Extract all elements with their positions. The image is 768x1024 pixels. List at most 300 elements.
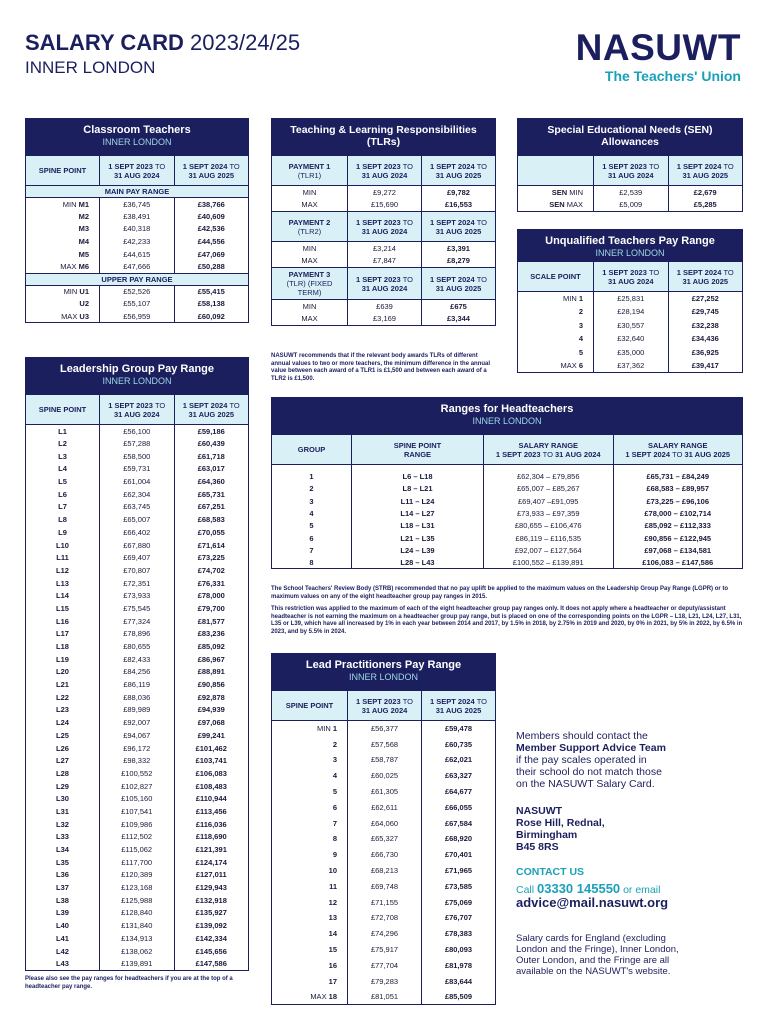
value-2023: £42,233 bbox=[100, 235, 175, 248]
point-code: 2 bbox=[332, 739, 337, 749]
point-code: M2 bbox=[78, 211, 89, 221]
value-2024: £58,138 bbox=[174, 298, 249, 311]
value-2024: £83,644 bbox=[422, 973, 496, 989]
value-2024: £124,174 bbox=[174, 856, 249, 869]
value-2023: £74,296 bbox=[348, 926, 422, 942]
point-code: 13 bbox=[328, 913, 337, 923]
value-2024: £71,614 bbox=[174, 539, 249, 552]
value-2024: £103,741 bbox=[174, 754, 249, 767]
table-row bbox=[26, 285, 249, 298]
table-row bbox=[26, 881, 249, 894]
table-row bbox=[272, 752, 496, 768]
table-row bbox=[26, 425, 249, 438]
unq-header bbox=[517, 229, 743, 261]
spine-point bbox=[272, 847, 348, 863]
main-pay-range-label: MAIN PAY RANGE bbox=[26, 186, 249, 198]
value-2023: £58,500 bbox=[100, 450, 175, 463]
value-2023: £37,362 bbox=[594, 359, 669, 373]
table-row bbox=[26, 653, 249, 666]
table-row bbox=[272, 878, 496, 894]
table-row bbox=[272, 926, 496, 942]
value-2023: £123,168 bbox=[100, 881, 175, 894]
table-row bbox=[26, 805, 249, 818]
footer-line: London and the Fringe), Inner London, bbox=[516, 944, 679, 955]
table-row bbox=[26, 615, 249, 628]
point-code: M6 bbox=[78, 262, 89, 272]
spine-point bbox=[272, 989, 348, 1005]
tlr-box bbox=[271, 118, 496, 326]
spine-point bbox=[272, 910, 348, 926]
value-2024: £34,436 bbox=[668, 332, 743, 346]
value-2023: £88,036 bbox=[100, 691, 175, 704]
spine-point bbox=[26, 298, 100, 311]
point-code: M4 bbox=[78, 237, 89, 247]
spine-point: L38 bbox=[26, 894, 100, 907]
value-2023: £25,831 bbox=[594, 292, 669, 306]
spine-point: L5 bbox=[26, 475, 100, 488]
value-2023: £75,545 bbox=[100, 602, 175, 615]
table-row bbox=[272, 544, 743, 556]
salary-range-2023: £65,007 – £85,267 bbox=[484, 483, 614, 495]
value-2024: £36,925 bbox=[668, 346, 743, 360]
lead-sub: INNER LONDON bbox=[102, 376, 172, 386]
point-code: 12 bbox=[328, 897, 337, 907]
lead-note: Please also see the pay ranges for headteachers if you are at the top of a headteacher pay range. bbox=[25, 976, 233, 990]
point-code: 15 bbox=[328, 945, 337, 955]
spine-range: L11 – L24 bbox=[352, 495, 484, 507]
group-number: 6 bbox=[272, 532, 352, 544]
address bbox=[516, 805, 605, 853]
value-2023: £92,007 bbox=[100, 716, 175, 729]
col-2024: 1 SEPT 2024 TO 31 AUG 2025 bbox=[422, 691, 496, 721]
page-subtitle: INNER LONDON bbox=[25, 58, 156, 77]
table-row bbox=[272, 495, 743, 507]
leadership-box bbox=[25, 357, 249, 971]
table-row bbox=[26, 513, 249, 526]
spine-point: L19 bbox=[26, 653, 100, 666]
table-row bbox=[26, 919, 249, 932]
spine-point bbox=[272, 815, 348, 831]
group-number: 2 bbox=[272, 483, 352, 495]
footer-line: Outer London, and the Fringe are all bbox=[516, 955, 670, 966]
head-note-1: The School Teachers' Review Body (STRB) recommended that no pay uplift be applied to the maximum values on the Leadership Group Pay Range (LGPR) or to maximum values on any of the eight headteacher group pay ranges in 2015. bbox=[271, 586, 729, 600]
value-2023: £56,959 bbox=[100, 310, 175, 323]
spine-point: L34 bbox=[26, 843, 100, 856]
logo-tagline: The Teachers' Union bbox=[604, 68, 741, 84]
salary-range-2024: £97,068 – £134,581 bbox=[613, 544, 743, 556]
value-2024: £90,856 bbox=[174, 678, 249, 691]
spine-point bbox=[518, 319, 594, 333]
spine-point bbox=[272, 831, 348, 847]
spine-point: L28 bbox=[26, 767, 100, 780]
nasuwt-logo bbox=[575, 27, 741, 84]
salary-range-2024: £65,731 – £84,249 bbox=[613, 471, 743, 483]
sen-level: MAX bbox=[566, 200, 583, 210]
value-2023: £2,539 bbox=[594, 186, 669, 199]
spine-point: L40 bbox=[26, 919, 100, 932]
value-2024: £78,000 bbox=[174, 589, 249, 602]
group-number: 1 bbox=[272, 471, 352, 483]
point-code: 2 bbox=[578, 307, 583, 317]
value-2023: £70,807 bbox=[100, 564, 175, 577]
value-2023: £98,332 bbox=[100, 754, 175, 767]
value-2024: £142,334 bbox=[174, 932, 249, 945]
value-2024: £64,677 bbox=[422, 784, 496, 800]
col-spine-point: SPINE POINT bbox=[272, 691, 348, 721]
table-row bbox=[26, 907, 249, 920]
value-2024: £5,285 bbox=[668, 199, 743, 212]
tlr-level: MAX bbox=[272, 313, 348, 326]
head-note-2: This restriction was applied to the maximum of each of the eight headteacher group pay ranges only. It does not apply where a headteacher or deputy/assistant headteacher is not earning the maximum on a headteacher group pay range, but is placed on one of the corresponding points on the LGPR – L18, L21, L24, L27, L31, L35 or L39, which have all increased by 1% in each year between 2014 and 2017, by 1.5% in 2018, by 2.75% in 2019 and 2020, by 0% in 2021, by 5% in 2022, by 6.5% in 2023, and by 5.5% in 2024. bbox=[271, 606, 743, 635]
point-prefix: MIN bbox=[63, 287, 80, 297]
value-2024: £79,700 bbox=[174, 602, 249, 615]
table-row bbox=[272, 815, 496, 831]
value-2024: £108,483 bbox=[174, 780, 249, 793]
call-label: Call bbox=[516, 884, 535, 896]
table-row bbox=[26, 260, 249, 273]
value-2023: £38,491 bbox=[100, 210, 175, 223]
table-row bbox=[272, 483, 743, 495]
info-line-bold: Member Support Advice Team bbox=[516, 742, 666, 754]
table-row bbox=[26, 767, 249, 780]
value-2023: £102,827 bbox=[100, 780, 175, 793]
value-2023: £59,731 bbox=[100, 463, 175, 476]
headteachers-box bbox=[271, 397, 743, 569]
point-code: 9 bbox=[332, 850, 337, 860]
value-2024: £29,745 bbox=[668, 305, 743, 319]
sen-level: MIN bbox=[569, 187, 583, 197]
value-2024: £62,021 bbox=[422, 752, 496, 768]
value-2023: £81,051 bbox=[348, 989, 422, 1005]
table-row bbox=[518, 305, 743, 319]
value-2023: £57,288 bbox=[100, 437, 175, 450]
spine-point bbox=[26, 198, 100, 211]
value-2024: £139,092 bbox=[174, 919, 249, 932]
spine-point bbox=[26, 285, 100, 298]
spine-point: L33 bbox=[26, 831, 100, 844]
value-2024: £94,939 bbox=[174, 704, 249, 717]
spine-point: L16 bbox=[26, 615, 100, 628]
point-code: 5 bbox=[578, 347, 583, 357]
page-title bbox=[25, 30, 300, 56]
table-row bbox=[26, 539, 249, 552]
value-2023: £120,389 bbox=[100, 869, 175, 882]
table-row bbox=[26, 945, 249, 958]
value-2024: £67,584 bbox=[422, 815, 496, 831]
phone-number[interactable]: 03330 145550 bbox=[537, 881, 621, 896]
page-header bbox=[25, 30, 300, 78]
spine-range: L8 – L21 bbox=[352, 483, 484, 495]
unq-table bbox=[517, 261, 743, 373]
spine-point: L6 bbox=[26, 488, 100, 501]
value-2023: £107,541 bbox=[100, 805, 175, 818]
spine-point bbox=[272, 973, 348, 989]
group-number: 5 bbox=[272, 520, 352, 532]
table-row bbox=[272, 736, 496, 752]
point-code: U1 bbox=[79, 287, 89, 297]
table-row bbox=[272, 255, 496, 268]
value-2024: £42,536 bbox=[174, 223, 249, 236]
salary-range-2024: £85,092 – £112,333 bbox=[613, 520, 743, 532]
spine-point: L26 bbox=[26, 742, 100, 755]
tlr-title: Teaching & Learning Responsibilities bbox=[290, 124, 477, 136]
tlr-level: MAX bbox=[272, 255, 348, 268]
address-line: NASUWT bbox=[516, 805, 563, 817]
group-number: 8 bbox=[272, 557, 352, 569]
point-code: U2 bbox=[79, 299, 89, 309]
value-2024: £70,401 bbox=[422, 847, 496, 863]
value-2023: £128,840 bbox=[100, 907, 175, 920]
salary-range-2023: £100,552 – £139,891 bbox=[484, 557, 614, 569]
table-row bbox=[26, 223, 249, 236]
email-address[interactable]: advice@mail.nasuwt.org bbox=[516, 895, 669, 910]
point-code: 8 bbox=[332, 834, 337, 844]
col-2024: 1 SEPT 2024 TO 31 AUG 2025 bbox=[668, 156, 743, 186]
table-row bbox=[26, 577, 249, 590]
value-2023: £109,986 bbox=[100, 818, 175, 831]
salary-range-2024: £106,083 – £147,586 bbox=[613, 557, 743, 569]
title-main: SALARY CARD bbox=[25, 30, 184, 55]
col-scale-point: SCALE POINT bbox=[518, 262, 594, 292]
or-email-label: or email bbox=[623, 884, 661, 896]
value-2024: £44,556 bbox=[174, 235, 249, 248]
point-code: 5 bbox=[332, 787, 337, 797]
value-2023: £125,988 bbox=[100, 894, 175, 907]
table-row bbox=[272, 520, 743, 532]
spine-point bbox=[272, 721, 348, 737]
value-2024: £59,186 bbox=[174, 425, 249, 438]
footer-line: Salary cards for England (excluding bbox=[516, 933, 666, 944]
value-2024: £2,679 bbox=[668, 186, 743, 199]
spine-point: L7 bbox=[26, 501, 100, 514]
col-2024: 1 SEPT 2024 TO 31 AUG 2025 bbox=[422, 156, 496, 186]
value-2024: £63,017 bbox=[174, 463, 249, 476]
contact-us-heading: CONTACT US bbox=[516, 866, 585, 878]
address-line: Birmingham bbox=[516, 829, 578, 841]
sen-title2: Allowances bbox=[601, 136, 659, 148]
value-2024: £675 bbox=[422, 300, 496, 313]
footer-line: available on the NASUWT's website. bbox=[516, 966, 671, 977]
table-row bbox=[272, 721, 496, 737]
value-2023: £44,615 bbox=[100, 248, 175, 261]
table-row bbox=[26, 754, 249, 767]
classroom-teachers-box bbox=[25, 118, 249, 323]
point-prefix: MIN bbox=[316, 724, 333, 734]
table-row bbox=[26, 666, 249, 679]
table-row bbox=[26, 602, 249, 615]
spine-point: L30 bbox=[26, 792, 100, 805]
value-2023: £9,272 bbox=[348, 186, 422, 199]
sen-prefix: SEN bbox=[549, 200, 567, 210]
table-row bbox=[272, 507, 743, 519]
value-2023: £77,324 bbox=[100, 615, 175, 628]
sen-prefix: SEN bbox=[551, 187, 570, 197]
spine-point bbox=[26, 223, 100, 236]
value-2023: £138,062 bbox=[100, 945, 175, 958]
value-2023: £47,666 bbox=[100, 260, 175, 273]
col-2023: 1 SEPT 2023 TO 31 AUG 2024 bbox=[594, 262, 669, 292]
value-2024: £110,944 bbox=[174, 792, 249, 805]
col-2024: 1 SEPT 2024 TO 31 AUG 2025 bbox=[422, 212, 496, 242]
tlr-level: MIN bbox=[272, 242, 348, 255]
value-2024: £40,609 bbox=[174, 210, 249, 223]
col-2023: 1 SEPT 2023 TO 31 AUG 2024 bbox=[348, 691, 422, 721]
point-code: M3 bbox=[78, 224, 89, 234]
tlr-level: MIN bbox=[272, 300, 348, 313]
value-2024: £81,978 bbox=[422, 957, 496, 973]
salary-range-2024: £68,583 – £89,957 bbox=[613, 483, 743, 495]
address-line: B45 8RS bbox=[516, 841, 559, 853]
value-2023: £67,880 bbox=[100, 539, 175, 552]
value-2023: £66,730 bbox=[348, 847, 422, 863]
salary-range-2023: £80,655 – £106,476 bbox=[484, 520, 614, 532]
info-line: Members should contact the bbox=[516, 730, 648, 742]
table-row bbox=[518, 292, 743, 306]
col-2023: 1 SEPT 2023 TO 31 AUG 2024 bbox=[348, 212, 422, 242]
value-2023: £96,172 bbox=[100, 742, 175, 755]
value-2024: £68,583 bbox=[174, 513, 249, 526]
value-2023: £84,256 bbox=[100, 666, 175, 679]
spine-point bbox=[518, 346, 594, 360]
value-2023: £112,502 bbox=[100, 831, 175, 844]
spine-point: L43 bbox=[26, 957, 100, 970]
tlr-p2-head: PAYMENT 2 (TLR2) bbox=[272, 212, 348, 242]
head-table bbox=[271, 434, 743, 569]
sen-label bbox=[518, 186, 594, 199]
table-row bbox=[26, 831, 249, 844]
spine-point: L25 bbox=[26, 729, 100, 742]
value-2023: £77,704 bbox=[348, 957, 422, 973]
value-2024: £73,225 bbox=[174, 551, 249, 564]
point-prefix: MAX bbox=[560, 361, 579, 370]
value-2023: £60,025 bbox=[348, 768, 422, 784]
value-2024: £106,083 bbox=[174, 767, 249, 780]
group-number: 4 bbox=[272, 507, 352, 519]
table-row bbox=[272, 989, 496, 1005]
salary-range-2023: £69,407 –£91,095 bbox=[484, 495, 614, 507]
value-2024: £64,360 bbox=[174, 475, 249, 488]
value-2023: £62,304 bbox=[100, 488, 175, 501]
sen-label bbox=[518, 199, 594, 212]
spine-point: L3 bbox=[26, 450, 100, 463]
value-2023: £80,655 bbox=[100, 640, 175, 653]
lp-table bbox=[271, 690, 496, 1005]
value-2024: £78,383 bbox=[422, 926, 496, 942]
table-row bbox=[26, 843, 249, 856]
spine-point bbox=[272, 878, 348, 894]
salary-range-2024: £90,856 – £122,945 bbox=[613, 532, 743, 544]
table-row bbox=[26, 298, 249, 311]
unq-sub: INNER LONDON bbox=[595, 248, 665, 258]
table-row bbox=[272, 942, 496, 958]
value-2024: £8,279 bbox=[422, 255, 496, 268]
spine-point bbox=[272, 784, 348, 800]
salary-range-2024: £78,000 – £102,714 bbox=[613, 507, 743, 519]
col-2024: 1 SEPT 2024 TO 31 AUG 2025 bbox=[174, 156, 249, 186]
point-code: 6 bbox=[332, 802, 337, 812]
value-2023: £28,194 bbox=[594, 305, 669, 319]
group-number: 3 bbox=[272, 495, 352, 507]
table-row bbox=[272, 799, 496, 815]
table-row bbox=[26, 310, 249, 323]
spine-range: L18 – L31 bbox=[352, 520, 484, 532]
spine-point: L32 bbox=[26, 818, 100, 831]
table-row bbox=[26, 678, 249, 691]
spine-point bbox=[26, 210, 100, 223]
contact-us bbox=[516, 866, 668, 909]
value-2024: £97,068 bbox=[174, 716, 249, 729]
spine-point bbox=[518, 305, 594, 319]
spine-range: L24 – L39 bbox=[352, 544, 484, 556]
value-2023: £139,891 bbox=[100, 957, 175, 970]
col-salary-2023: SALARY RANGE 1 SEPT 2023 TO 31 AUG 2024 bbox=[484, 435, 614, 465]
value-2024: £59,478 bbox=[422, 721, 496, 737]
salary-range-2024: £73,225 – £96,106 bbox=[613, 495, 743, 507]
spine-point: L42 bbox=[26, 945, 100, 958]
point-code: 14 bbox=[328, 929, 337, 939]
spine-point: L29 bbox=[26, 780, 100, 793]
table-row bbox=[272, 242, 496, 255]
value-2023: £65,327 bbox=[348, 831, 422, 847]
col-2023: 1 SEPT 2023 TO 31 AUG 2024 bbox=[348, 268, 422, 300]
table-row bbox=[26, 932, 249, 945]
value-2024: £27,252 bbox=[668, 292, 743, 306]
value-2023: £36,745 bbox=[100, 198, 175, 211]
value-2023: £65,007 bbox=[100, 513, 175, 526]
table-row bbox=[272, 768, 496, 784]
table-row bbox=[26, 488, 249, 501]
point-code: 18 bbox=[328, 992, 337, 1002]
spine-point: L17 bbox=[26, 628, 100, 641]
value-2024: £129,943 bbox=[174, 881, 249, 894]
point-prefix: MIN bbox=[562, 294, 579, 303]
value-2023: £66,402 bbox=[100, 526, 175, 539]
table-row bbox=[272, 199, 496, 212]
sen-box bbox=[517, 118, 743, 212]
value-2023: £63,745 bbox=[100, 501, 175, 514]
classroom-sub: INNER LONDON bbox=[102, 137, 172, 147]
value-2024: £71,965 bbox=[422, 863, 496, 879]
sen-blank-head bbox=[518, 156, 594, 186]
spine-point: L23 bbox=[26, 704, 100, 717]
spine-point bbox=[26, 310, 100, 323]
col-2024: 1 SEPT 2024 TO 31 AUG 2025 bbox=[668, 262, 743, 292]
value-2023: £86,119 bbox=[100, 678, 175, 691]
spine-point: L37 bbox=[26, 881, 100, 894]
value-2024: £127,011 bbox=[174, 869, 249, 882]
spine-point: L8 bbox=[26, 513, 100, 526]
col-salary-2024: SALARY RANGE 1 SEPT 2024 TO 31 AUG 2025 bbox=[613, 435, 743, 465]
point-prefix: MAX bbox=[60, 262, 79, 272]
value-2024: £80,093 bbox=[422, 942, 496, 958]
logo-name: NASUWT bbox=[575, 27, 741, 68]
table-row bbox=[272, 973, 496, 989]
value-2024: £85,092 bbox=[174, 640, 249, 653]
point-code: U3 bbox=[79, 311, 89, 321]
value-2024: £39,417 bbox=[668, 359, 743, 373]
spine-point bbox=[518, 332, 594, 346]
sen-header bbox=[517, 118, 743, 155]
value-2024: £85,509 bbox=[422, 989, 496, 1005]
spine-point bbox=[272, 799, 348, 815]
point-code: M5 bbox=[78, 249, 89, 259]
spine-point bbox=[26, 260, 100, 273]
salary-range-2023: £62,304 – £79,856 bbox=[484, 471, 614, 483]
table-row bbox=[26, 957, 249, 970]
value-2023: £115,062 bbox=[100, 843, 175, 856]
point-prefix: MAX bbox=[61, 311, 80, 321]
table-row bbox=[26, 742, 249, 755]
